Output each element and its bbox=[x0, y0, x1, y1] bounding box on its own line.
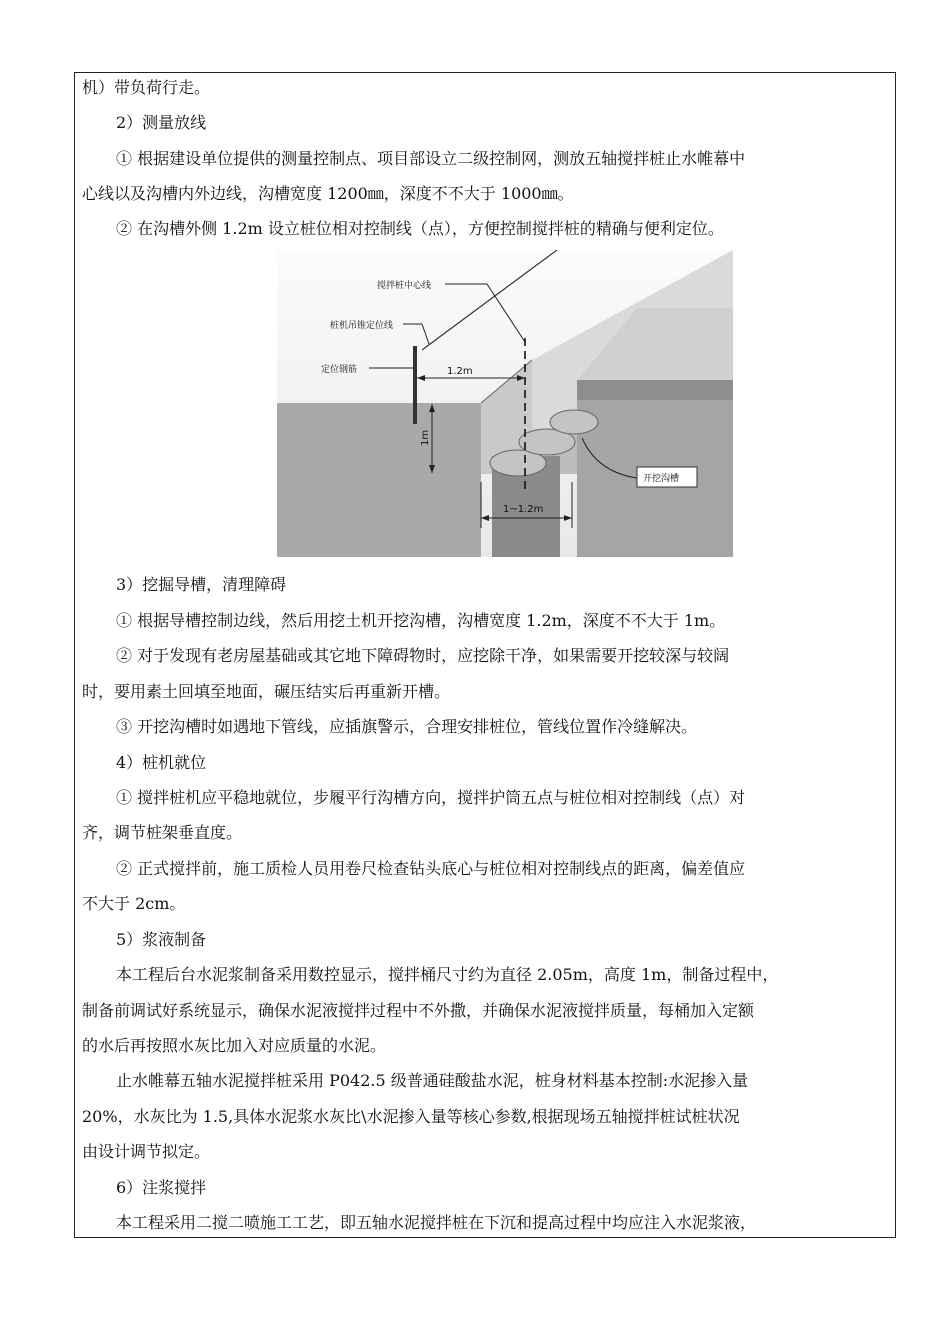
text-line: 机）带负荷行走。 bbox=[82, 78, 211, 97]
ground-left bbox=[277, 403, 481, 557]
text-line: 齐，调节桩架垂直度。 bbox=[82, 823, 243, 842]
text-line: 20%，水灰比为 1.5,具体水泥浆水灰比\水泥掺入量等核心参数,根据现场五轴搅拌桩试桩状况 bbox=[82, 1107, 740, 1126]
text-line: 止水帷幕五轴水泥搅拌桩采用 P042.5 级普通硅酸盐水泥，桩身材料基本控制:水泥掺入量 bbox=[116, 1071, 749, 1090]
text-line: ② 对于发现有老房屋基础或其它地下障碍物时，应挖除干净，如果需要开挖较深与较阔 bbox=[116, 646, 730, 665]
section-heading: 2）测量放线 bbox=[116, 113, 207, 132]
label-width: 1~1.2m bbox=[503, 504, 544, 515]
text-line: 心线以及沟槽内外边线，沟槽宽度 1200㎜，深度不不大于 1000㎜。 bbox=[82, 184, 574, 203]
trench-diagram bbox=[277, 250, 733, 557]
text-line: ③ 开挖沟槽时如遇地下管线，应插旗警示，合理安排桩位，管线位置作冷缝解决。 bbox=[116, 717, 698, 736]
section-heading: 5）浆液制备 bbox=[116, 930, 207, 949]
text-line: ② 在沟槽外侧 1.2m 设立桩位相对控制线（点），方便控制搅拌桩的精确与便利定位。 bbox=[116, 219, 724, 238]
label-plumb-line: 桩机吊锥定位线 bbox=[330, 321, 394, 331]
text-line: 的水后再按照水灰比加入对应质量的水泥。 bbox=[82, 1036, 387, 1055]
text-line: 时，要用素土回填至地面，碾压结实后再重新开槽。 bbox=[82, 682, 451, 701]
label-rebar: 定位钢筋 bbox=[321, 365, 358, 375]
text-line: ① 搅拌桩机应平稳地就位，步履平行沟槽方向，搅拌护筒五点与桩位相对控制线（点）对 bbox=[116, 788, 746, 807]
label-trench: 开挖沟槽 bbox=[643, 474, 680, 484]
label-center-line: 搅拌桩中心线 bbox=[377, 281, 432, 291]
section-heading: 3）挖掘导槽，清理障碍 bbox=[116, 575, 287, 594]
pile-circle-3 bbox=[550, 410, 598, 434]
label-offset: 1.2m bbox=[447, 366, 473, 377]
text-line: ① 根据建设单位提供的测量控制点、项目部设立二级控制网，测放五轴搅拌桩止水帷幕中 bbox=[116, 149, 746, 168]
text-line: ② 正式搅拌前，施工质检人员用卷尺检查钻头底心与桩位相对控制线点的距离，偏差值应 bbox=[116, 859, 746, 878]
section-heading: 4）桩机就位 bbox=[116, 753, 207, 772]
section-heading: 6）注浆搅拌 bbox=[116, 1178, 207, 1197]
text-line: 制备前调试好系统显示，确保水泥液搅拌过程中不外撒，并确保水泥液搅拌质量，每桶加入定额 bbox=[82, 1001, 755, 1020]
text-line: 由设计调节拟定。 bbox=[82, 1142, 211, 1161]
rebar-marker bbox=[413, 346, 417, 424]
text-line: 不大于 2cm。 bbox=[82, 894, 186, 913]
raised-block-edge bbox=[577, 380, 733, 400]
label-depth: 1m bbox=[420, 429, 431, 446]
text-line: ① 根据导槽控制边线，然后用挖土机开挖沟槽，沟槽宽度 1.2m，深度不不大于 1m。 bbox=[116, 611, 726, 630]
text-line: 本工程采用二搅二喷施工工艺，即五轴水泥搅拌桩在下沉和提高过程中均应注入水泥浆液， bbox=[116, 1213, 757, 1232]
text-line: 本工程后台水泥浆制备采用数控显示，搅拌桶尺寸约为直径 2.05m，高度 1m，制备过程中， bbox=[116, 965, 779, 984]
